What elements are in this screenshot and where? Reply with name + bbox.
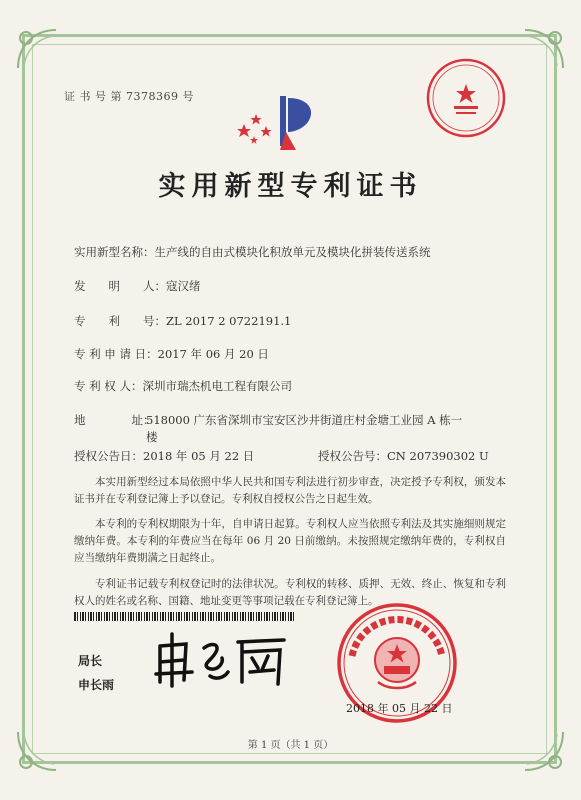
filing-date (74, 346, 269, 362)
address (74, 412, 155, 428)
inventor-label: 发 明 人： (74, 279, 166, 293)
paragraph-1: 本实用新型经过本局依照中华人民共和国专利法进行初步审查，决定授予专利权，颁发本证书并在专利登记簿上予以登记。专利权自授权公告之日起生效。 (74, 476, 506, 505)
signature-icon (150, 628, 290, 690)
address-label: 地 址： (74, 413, 155, 427)
inventor-value: 寇汉绪 (166, 279, 201, 293)
grant-date (74, 448, 254, 464)
barcode-icon (74, 612, 294, 621)
sipo-logo-icon (236, 92, 326, 152)
page-footer: 第 1 页（共 1 页） (247, 740, 334, 751)
patentee-label: 专 利 权 人： (74, 379, 143, 393)
paragraph-3: 专利证书记载专利权登记时的法律状况。专利权的转移、质押、无效、终止、恢复和专利权人的姓名或名称、国籍、地址变更等事项记载在专利登记簿上。 (74, 578, 506, 607)
corner-ornament-icon (521, 26, 567, 72)
patent-number (74, 313, 291, 329)
corner-ornament-icon (521, 728, 567, 774)
small-seal-icon (424, 56, 508, 140)
paragraph-2: 本专利的专利权期限为十年，自申请日起算。专利权人应当依照专利法及其实施细则规定缴纳年费。本专利的年费应当在每年 06 月 20 日前缴纳。未按照规定缴纳年费的，专利权自应当缴纳年费期满之日起终止。 (74, 518, 506, 564)
certificate-title: 实用新型专利证书 (158, 171, 423, 202)
grant-number-value: CN 207390302 U (387, 449, 489, 463)
address-value: 518000 广东省深圳市宝安区沙井街道庄村金塘工业园 A 栋一楼 (146, 413, 463, 444)
utility-model-name-value: 生产线的自由式模块化积放单元及模块化拼装传送系统 (154, 245, 431, 259)
corner-ornament-icon (14, 728, 60, 774)
certificate-number: 证 书 号 第 7378369 号 (64, 90, 194, 103)
corner-ornament-icon (14, 26, 60, 72)
signatory-title: 局长 (78, 654, 103, 668)
grant-number (318, 448, 489, 464)
grant-date-label: 授权公告日： (74, 449, 143, 463)
filing-date-label: 专 利 申 请 日： (74, 347, 158, 361)
filing-date-value: 2017 年 06 月 20 日 (157, 347, 269, 361)
patent-number-value: ZL 2017 2 0722191.1 (166, 314, 292, 328)
grant-number-label: 授权公告号： (318, 449, 387, 463)
patent-number-label: 专 利 号： (74, 314, 166, 328)
utility-model-name-label: 实用新型名称： (74, 245, 155, 259)
patentee (74, 378, 292, 394)
grant-date-value: 2018 年 05 月 22 日 (143, 449, 255, 463)
signatory-name: 申长雨 (78, 678, 115, 692)
seal-date: 2018 年 05 月 22 日 (346, 702, 453, 715)
utility-model-name (74, 244, 431, 260)
patentee-value: 深圳市瑞杰机电工程有限公司 (142, 379, 292, 393)
inventor (74, 278, 201, 294)
